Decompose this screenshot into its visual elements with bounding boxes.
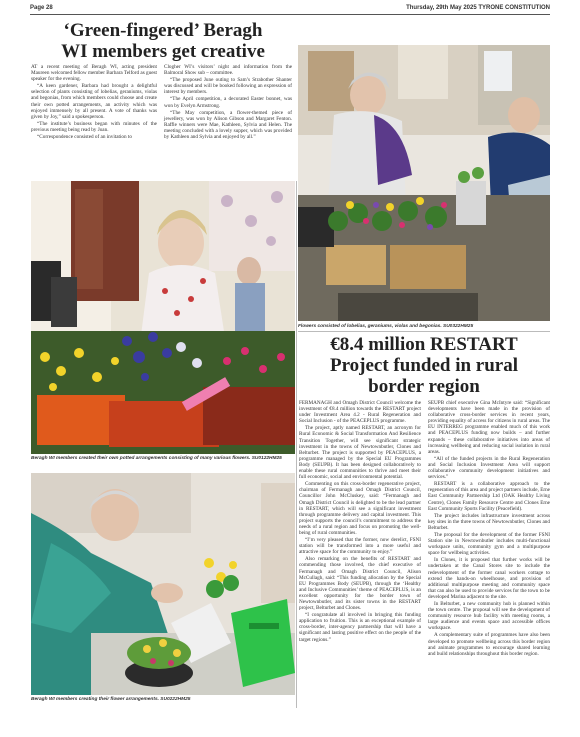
body-paragraph: Clogher WI’s visitors’ night and information from the Balmoral Show sub – committee.	[164, 64, 292, 77]
body-paragraph: “A keen gardener, Barbara had brought a delightful selection of plants consisting of lobelias, geraniums, violas and begonias, from which members could choose and create their own potted arrangements, an activity which was enjoyed immensely by all present. A vote of thanks was given by Joy,” said a spokesperson.	[31, 83, 157, 120]
body-paragraph: The proposal for the development of the former FSNI Station site in Newtownbutler includes multi-functional workspace units, community gym and a multipurpose space for wellbeing activities.	[428, 531, 550, 557]
top-rule	[30, 14, 550, 15]
article2-headline	[298, 334, 550, 397]
body-paragraph: “All of the funded projects in the Rural Regeneration and Social Inclusion Investment Area will support collaborative community development initiatives and services.”	[428, 455, 550, 481]
caption-photo-3: Flowers consisted of lobelias, geraniums, violas and begonias. SU0322HM25	[298, 324, 474, 329]
body-paragraph: SEUPB chief executive Gina McIntyre said: “Significant developments have been made in the provision of collaborative cross-border services in recent years, providing equality of access for citizens in rural areas. The EU INTERREG programme enabled much of this work and PEACEPLUS funding now builds – and further expands – these collaborative initiatives into areas of increasing wellbeing and reducing social isolation in rural areas.	[428, 400, 550, 455]
article2-column-2	[428, 400, 550, 708]
date-line: Thursday, 29th May 2025 TYRONE CONSTITUTION	[406, 5, 550, 11]
body-paragraph: “The institute’s business began with minutes of the previous meeting being read by Joan.	[31, 120, 157, 133]
body-paragraph: “I’m very pleased that the former, now derelict, FSNI station will be transformed into a more useful and attractive space for the community to enjoy.”	[299, 537, 421, 556]
body-paragraph: The project, aptly named RESTART, an acronym for Rural Economic & Social Transformation And Resilience Transition Together, will see significant strategic investment in the towns of Newtownbutler, Clones and Belturbet. The project is supported by PEACEPLUS, a programme managed by the Special EU Programmes Body (SEUPB). It has been designed collaboratively to enable these rural communities to thrive and meet their full economic, social and environmental potential.	[299, 425, 421, 481]
body-paragraph: “The April competition, a decorated Easter bonnet, was won by Evelyn Armstrong.	[164, 96, 292, 109]
page-column-divider	[296, 181, 297, 708]
article1-headline-line2: WI members get creative	[61, 41, 265, 62]
caption-photo-2: Beragh WI members creating their flower arrangements. SU0222HM25	[31, 697, 191, 702]
article2-headline-line3: border region	[368, 376, 480, 397]
article2-top-divider	[298, 331, 550, 332]
article2-headline-line2: Project funded in rural	[329, 355, 519, 376]
body-paragraph: “Correspondence consisted of an invitation to	[37, 134, 132, 141]
body-paragraph: RESTART is a collaborative approach to the regeneration of this area and project partners include, Erne East Community Partnership Ltd (OAK Healthy Living Centre), Clones Family Resource Centre and Clones Erne East Community Sports Facility (Peacefield).	[428, 481, 550, 512]
body-paragraph: Also remarking on the benefits of RESTART and commending those involved, the chief executive of Fermanagh and Omagh District Council, Alison McCullagh, said: “This funding allocation by the Special EU Programmes Body (SEUPB), through the ‘Healthy and Inclusive Communities’ theme of PEACEPLUS, is an excellent opportunity for the border town of Newtownbutler, and its sister towns in the RESTART project, Belturbet and Clones.	[299, 556, 421, 612]
body-paragraph: FERMANAGH and Omagh District Council welcome the investment of €8.4 million towards the RESTART project under Investment Area 4.2 - Rural Regeneration and Social Inclusion - of the PEACEPLUS programme.	[299, 400, 421, 425]
article1-headline	[31, 20, 295, 62]
body-paragraph: “The proposed June outing to Sam’s Strabother Shanter was discussed and will be booked following an expression of interest by members.	[164, 77, 292, 96]
body-paragraph: Commenting on this cross-border regenerative project, chairman of Fermanagh and Omagh District Council, Councillor John McCluskey, said: “Fermanagh and Omagh District Council is delighted to be the lead partner in RESTART, which will see a significant investment through programme delivery and capital investment. This project supports the council’s commitment to address the needs of a rural region and focus on promoting the well-being of rural communities.	[299, 481, 421, 536]
photo-potted-arrangements	[31, 181, 295, 454]
article1-column-2	[164, 64, 292, 176]
body-paragraph: “I congratulate all involved in bringing this funding application to fruition. This is an exceptional example of cross-border, inter-agency partnership that will have a significant and lasting positive effect on the people of the target regions.”	[299, 612, 421, 643]
body-paragraph: “The May competition, a flower-themed piece of jewellery, was won by Alison Gibson and Margaret Fenton. Raffle winners were Mae, Kathleen, Sylvia and Helen. The meeting concluded with a lovely supper, which was provided by Kathleen and Sylvia and enjoyed by all.”	[164, 109, 292, 141]
article1-column-1	[31, 64, 157, 176]
page-number: Page 28	[30, 5, 53, 11]
body-paragraph: AT a recent meeting of Beragh WI, acting president Maureen welcomed fellow member Barbara Telford as guest speaker for the evening.	[31, 64, 157, 83]
photo-flower-varieties	[298, 45, 550, 321]
article1-headline-line1: ‘Green-fingered’ Beragh	[63, 20, 263, 41]
body-paragraph: In Clones, it is proposed that further works will be undertaken at the Canal Stores site to include the redevelopment of the former canal workers cottage to extend the hands-on wheelhouse, and provision of additional multipurpose meeting and community space that can also be used to provide services for the town to be developed Marina adjacent to the site.	[428, 557, 550, 600]
caption-photo-1: Beragh WI members created their own potted arrangements consisting of many various flowers. SU0122HM25	[31, 456, 282, 461]
body-paragraph: In Belturbet, a new community hub is planned within the town centre. The proposal will see the development of community resource hub facility with meeting rooms, a large audience and events space and accessible offices workspace.	[428, 601, 550, 632]
body-paragraph: A complementary suite of programmes have also been developed to promote wellbeing across this border region and animate programmes to encourage shared learning and build relationships throughout this border region.	[428, 632, 550, 657]
body-paragraph: The project includes infrastructure investment across key sites in the three towns of Newtownbutler, Clones and Belturbet.	[428, 512, 550, 531]
article2-headline-line1: €8.4 million RESTART	[330, 334, 518, 355]
photo-creating-arrangements	[31, 473, 295, 695]
article2-column-1	[299, 400, 421, 708]
